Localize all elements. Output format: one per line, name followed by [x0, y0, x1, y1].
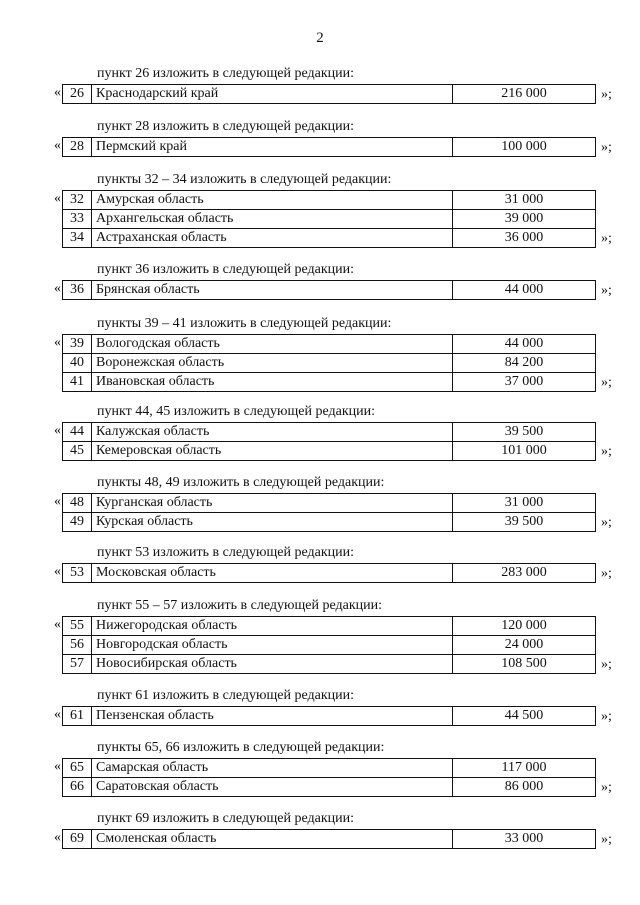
amount-value: 39 500	[453, 423, 596, 442]
region-name: Смоленская область	[92, 830, 453, 849]
region-name: Краснодарский край	[92, 85, 453, 104]
row-number: 45	[63, 442, 92, 461]
region-name: Астраханская область	[92, 229, 453, 248]
amount-value: 44 000	[453, 335, 596, 354]
closing-quote: »;	[601, 444, 612, 459]
region-table	[62, 829, 596, 849]
region-name: Пермский край	[92, 138, 453, 157]
table-row	[63, 513, 596, 532]
opening-quote: «	[54, 138, 61, 153]
region-name: Кемеровская область	[92, 442, 453, 461]
closing-quote: »;	[601, 832, 612, 847]
opening-quote: «	[54, 617, 61, 632]
table-row	[63, 373, 596, 392]
closing-quote: »;	[601, 657, 612, 672]
amount-value: 24 000	[453, 636, 596, 655]
region-table	[62, 706, 596, 726]
region-name: Саратовская область	[92, 778, 453, 797]
opening-quote: «	[54, 707, 61, 722]
row-number: 48	[63, 494, 92, 513]
amendment-intro: пункт 28 изложить в следующей редакции:	[97, 119, 354, 134]
table-row	[63, 210, 596, 229]
table-row	[63, 138, 596, 157]
amount-value: 283 000	[453, 564, 596, 583]
row-number: 33	[63, 210, 92, 229]
opening-quote: «	[54, 335, 61, 350]
table-row	[63, 191, 596, 210]
table-row	[63, 281, 596, 300]
row-number: 66	[63, 778, 92, 797]
closing-quote: »;	[601, 566, 612, 581]
closing-quote: »;	[601, 231, 612, 246]
amount-value: 31 000	[453, 191, 596, 210]
amendment-intro: пункты 39 – 41 изложить в следующей редакции:	[97, 316, 392, 331]
region-table	[62, 616, 596, 674]
closing-quote: »;	[601, 283, 612, 298]
amendment-intro: пункт 44, 45 изложить в следующей редакции:	[97, 404, 375, 419]
amount-value: 84 200	[453, 354, 596, 373]
opening-quote: «	[54, 830, 61, 845]
amount-value: 117 000	[453, 759, 596, 778]
row-number: 32	[63, 191, 92, 210]
table-row	[63, 778, 596, 797]
region-name: Ивановская область	[92, 373, 453, 392]
row-number: 34	[63, 229, 92, 248]
table-row	[63, 707, 596, 726]
region-table	[62, 563, 596, 583]
amendment-intro: пункт 26 изложить в следующей редакции:	[97, 66, 354, 81]
row-number: 61	[63, 707, 92, 726]
amount-value: 39 500	[453, 513, 596, 532]
row-number: 41	[63, 373, 92, 392]
page-number: 2	[316, 30, 324, 46]
region-name: Московская область	[92, 564, 453, 583]
row-number: 65	[63, 759, 92, 778]
region-name: Нижегородская область	[92, 617, 453, 636]
amount-value: 37 000	[453, 373, 596, 392]
row-number: 56	[63, 636, 92, 655]
row-number: 39	[63, 335, 92, 354]
region-table	[62, 84, 596, 104]
region-table	[62, 334, 596, 392]
amount-value: 39 000	[453, 210, 596, 229]
region-name: Новгородская область	[92, 636, 453, 655]
amount-value: 44 500	[453, 707, 596, 726]
amount-value: 31 000	[453, 494, 596, 513]
closing-quote: »;	[601, 780, 612, 795]
region-table	[62, 190, 596, 248]
region-name: Калужская область	[92, 423, 453, 442]
region-table	[62, 137, 596, 157]
table-row	[63, 335, 596, 354]
opening-quote: «	[54, 564, 61, 579]
table-row	[63, 229, 596, 248]
opening-quote: «	[54, 281, 61, 296]
amount-value: 100 000	[453, 138, 596, 157]
closing-quote: »;	[601, 709, 612, 724]
row-number: 26	[63, 85, 92, 104]
row-number: 53	[63, 564, 92, 583]
row-number: 28	[63, 138, 92, 157]
amendment-intro: пункт 36 изложить в следующей редакции:	[97, 262, 354, 277]
row-number: 40	[63, 354, 92, 373]
region-table	[62, 280, 596, 300]
amount-value: 108 500	[453, 655, 596, 674]
amendment-intro: пункт 69 изложить в следующей редакции:	[97, 811, 354, 826]
region-name: Самарская область	[92, 759, 453, 778]
region-name: Амурская область	[92, 191, 453, 210]
table-row	[63, 655, 596, 674]
closing-quote: »;	[601, 87, 612, 102]
table-row	[63, 354, 596, 373]
table-row	[63, 759, 596, 778]
region-name: Курганская область	[92, 494, 453, 513]
row-number: 49	[63, 513, 92, 532]
row-number: 36	[63, 281, 92, 300]
amount-value: 36 000	[453, 229, 596, 248]
region-name: Курская область	[92, 513, 453, 532]
region-name: Вологодская область	[92, 335, 453, 354]
closing-quote: »;	[601, 515, 612, 530]
opening-quote: «	[54, 494, 61, 509]
opening-quote: «	[54, 191, 61, 206]
region-table	[62, 493, 596, 532]
amendment-intro: пункты 48, 49 изложить в следующей редакции:	[97, 475, 385, 490]
table-row	[63, 617, 596, 636]
opening-quote: «	[54, 759, 61, 774]
amendment-intro: пункты 32 – 34 изложить в следующей редакции:	[97, 172, 392, 187]
row-number: 69	[63, 830, 92, 849]
row-number: 55	[63, 617, 92, 636]
table-row	[63, 85, 596, 104]
amount-value: 86 000	[453, 778, 596, 797]
region-name: Брянская область	[92, 281, 453, 300]
row-number: 44	[63, 423, 92, 442]
region-name: Пензенская область	[92, 707, 453, 726]
opening-quote: «	[54, 85, 61, 100]
region-name: Воронежская область	[92, 354, 453, 373]
amount-value: 101 000	[453, 442, 596, 461]
amendment-intro: пункт 61 изложить в следующей редакции:	[97, 688, 354, 703]
amendment-intro: пункт 53 изложить в следующей редакции:	[97, 545, 354, 560]
closing-quote: »;	[601, 140, 612, 155]
table-row	[63, 423, 596, 442]
amendment-intro: пункт 55 – 57 изложить в следующей редакции:	[97, 598, 382, 613]
table-row	[63, 830, 596, 849]
table-row	[63, 494, 596, 513]
amount-value: 216 000	[453, 85, 596, 104]
region-name: Новосибирская область	[92, 655, 453, 674]
row-number: 57	[63, 655, 92, 674]
region-table	[62, 758, 596, 797]
table-row	[63, 636, 596, 655]
amount-value: 120 000	[453, 617, 596, 636]
region-table	[62, 422, 596, 461]
amount-value: 44 000	[453, 281, 596, 300]
amount-value: 33 000	[453, 830, 596, 849]
opening-quote: «	[54, 423, 61, 438]
amendment-intro: пункты 65, 66 изложить в следующей редакции:	[97, 740, 385, 755]
closing-quote: »;	[601, 375, 612, 390]
table-row	[63, 442, 596, 461]
region-name: Архангельская область	[92, 210, 453, 229]
table-row	[63, 564, 596, 583]
